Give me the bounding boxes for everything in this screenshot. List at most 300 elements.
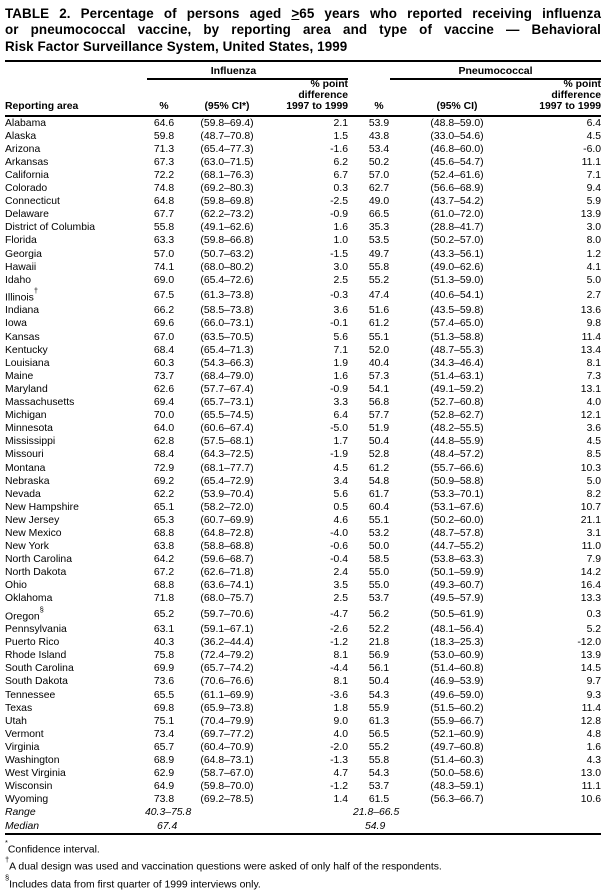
pneumococcal-percent-cell: 58.5 (368, 554, 390, 566)
pneumococcal-ci-cell: (56.6–68.9) (430, 183, 484, 195)
influenza-percent-cell: 65.2 (153, 608, 175, 620)
pneumococcal-ci-cell: (50.1–59.9) (430, 567, 484, 579)
reporting-area-cell (5, 636, 145, 649)
influenza-ci-cell: (58.8–68.8) (200, 541, 254, 553)
table-row (5, 675, 601, 688)
pneumococcal-ci-cell: (56.3–66.7) (430, 794, 484, 806)
influenza-diff-cell: 6.4 (333, 410, 348, 422)
table-title-line2: or pneumococcal vaccine, by reporting area and type of vaccine — Behavioral (5, 22, 601, 38)
reporting-area-cell (5, 409, 145, 422)
reporting-area-cell (5, 553, 145, 566)
influenza-percent-cell: 64.2 (153, 554, 175, 566)
reporting-area-label: Massachusetts (5, 397, 75, 409)
influenza-ci-cell: (65.4–77.3) (200, 143, 254, 155)
pneumococcal-percent-cell: 50.4 (368, 436, 390, 448)
reporting-area-label: Indiana (5, 305, 40, 317)
reporting-area-cell (5, 344, 145, 357)
reporting-area-cell (5, 675, 145, 688)
table-row (5, 370, 601, 383)
pneumococcal-diff-cell: 11.0 (581, 541, 602, 553)
pneumococcal-diff-cell: 3.1 (586, 527, 602, 539)
table-row (5, 435, 601, 448)
reporting-area-cell (5, 715, 145, 728)
influenza-percent-cell: 74.1 (153, 261, 175, 273)
influenza-ci-cell: (57.7–67.4) (200, 383, 254, 395)
reporting-area-label: Delaware (5, 209, 49, 221)
pneumococcal-percent-cell: 57.3 (368, 370, 390, 382)
influenza-percent-cell: 64.8 (153, 196, 175, 208)
pneumococcal-percent-cell: 55.1 (368, 514, 390, 526)
column-header-influenza-percent: % (145, 80, 183, 115)
pneumococcal-ci-cell: (52.7–60.8) (430, 397, 484, 409)
influenza-percent-cell: 73.8 (153, 794, 175, 806)
reporting-area-cell (5, 689, 145, 702)
influenza-percent-cell: 62.2 (153, 488, 175, 500)
influenza-ci-cell: (62.2–73.2) (200, 209, 254, 221)
influenza-summary-value: 67.4 (145, 820, 348, 834)
greater-equal-symbol: > (291, 6, 300, 21)
table-row (5, 221, 601, 234)
table-row (5, 649, 601, 662)
influenza-diff-cell: 1.5 (333, 130, 348, 142)
influenza-percent-cell: 70.0 (153, 410, 175, 422)
reporting-area-cell (5, 448, 145, 461)
diff-header-line: % point (563, 79, 602, 91)
reporting-area-cell (5, 462, 145, 475)
influenza-ci-cell: (59.8–66.8) (200, 235, 254, 247)
table-row (5, 793, 601, 806)
influenza-ci-cell: (58.2–72.0) (200, 501, 254, 513)
pneumococcal-ci-cell: (51.5–60.2) (430, 702, 484, 714)
table-title-line3: Risk Factor Surveillance System, United States, 1999 (5, 38, 348, 54)
reporting-area-cell (5, 767, 145, 780)
pneumococcal-diff-cell: 3.0 (586, 222, 602, 234)
reporting-area-label: Montana (5, 462, 46, 474)
pneumococcal-ci-cell: (55.9–66.7) (430, 715, 484, 727)
pneumococcal-ci-cell: (28.8–41.7) (430, 222, 484, 234)
influenza-summary-value: 40.3–75.8 (145, 807, 192, 819)
reporting-area-cell (5, 702, 145, 715)
pneumococcal-percent-cell: 55.0 (368, 567, 390, 579)
reporting-area-label: Tennessee (5, 689, 56, 701)
table-row (5, 261, 601, 274)
reporting-area-label: Michigan (5, 410, 47, 422)
influenza-ci-cell: (59.7–70.6) (200, 608, 254, 620)
pneumococcal-diff-cell: 11.1 (581, 156, 602, 168)
influenza-ci-cell: (49.1–62.6) (200, 222, 254, 234)
pneumococcal-ci-cell: (57.4–65.0) (430, 318, 484, 330)
influenza-percent-cell: 68.4 (153, 344, 175, 356)
footnote (5, 839, 601, 856)
pneumococcal-diff-cell: 14.5 (580, 663, 602, 675)
table-row (5, 475, 601, 488)
table-row (5, 383, 601, 396)
reporting-area-label: Nevada (5, 488, 41, 500)
pneumococcal-percent-cell: 55.2 (368, 741, 390, 753)
reporting-area-cell (5, 741, 145, 754)
pneumococcal-summary-value: 54.9 (348, 820, 601, 834)
influenza-percent-cell: 64.9 (153, 781, 175, 793)
reporting-area-cell (5, 649, 145, 662)
column-header-pneumococcal-diff (504, 80, 601, 115)
reporting-area-label: Idaho (5, 274, 32, 286)
influenza-diff-cell: 1.6 (333, 222, 348, 234)
pneumococcal-percent-cell: 53.4 (368, 143, 390, 155)
influenza-percent-cell: 64.0 (153, 423, 175, 435)
reporting-area-label: District of Columbia (5, 222, 96, 234)
reporting-area-label: Colorado (5, 183, 48, 195)
reporting-area-cell (5, 606, 145, 624)
influenza-diff-cell: 8.1 (333, 676, 348, 688)
pneumococcal-diff-cell: 9.8 (586, 318, 602, 330)
pneumococcal-percent-cell: 51.6 (368, 305, 390, 317)
influenza-ci-cell: (60.4–70.9) (200, 741, 254, 753)
reporting-area-label: Oklahoma (5, 593, 53, 605)
pneumococcal-diff-cell: 1.6 (586, 741, 602, 753)
reporting-area-label: New Hampshire (5, 501, 79, 513)
footnote-text: Includes data from first quarter of 1999 interviews only. (9, 879, 261, 891)
reporting-area-label: Iowa (5, 318, 27, 330)
table-row (5, 274, 601, 287)
footnote (5, 856, 601, 873)
table-row (5, 448, 601, 461)
influenza-diff-cell: -5.0 (330, 423, 348, 435)
influenza-percent-cell: 65.7 (153, 741, 175, 753)
table-row (5, 540, 601, 553)
influenza-diff-cell: 4.6 (333, 514, 348, 526)
pneumococcal-percent-cell: 61.7 (368, 488, 390, 500)
pneumococcal-diff-cell: 13.3 (580, 593, 602, 605)
footnote-marker: † (33, 285, 39, 295)
pneumococcal-percent-cell: 57.7 (368, 410, 390, 422)
median-row (5, 820, 601, 834)
pneumococcal-percent-cell: 55.1 (368, 331, 390, 343)
footnote-marker: † (5, 855, 10, 865)
reporting-area-label: Puerto Rico (5, 637, 60, 649)
influenza-diff-cell: -1.3 (330, 755, 348, 767)
influenza-percent-cell: 73.4 (153, 728, 175, 740)
reporting-area-cell (5, 195, 145, 208)
influenza-diff-cell: 3.5 (333, 580, 348, 592)
influenza-percent-cell: 67.3 (153, 156, 175, 168)
diff-header-line: difference (551, 90, 602, 102)
diff-header-line: difference (298, 90, 348, 102)
pneumococcal-ci-cell: (49.5–57.9) (430, 593, 484, 605)
footnote-marker: * (5, 837, 8, 847)
pneumococcal-percent-cell: 40.4 (368, 357, 390, 369)
influenza-ci-cell: (68.0–75.7) (200, 593, 254, 605)
table-title-line1 (5, 6, 601, 22)
column-header-influenza-diff (271, 80, 348, 115)
influenza-diff-cell: 4.0 (333, 728, 348, 740)
pneumococcal-diff-cell: 8.1 (586, 357, 602, 369)
pneumococcal-diff-cell: 9.3 (586, 689, 602, 701)
pneumococcal-percent-cell: 51.9 (368, 423, 390, 435)
pneumococcal-diff-cell: 1.2 (586, 248, 602, 260)
influenza-percent-cell: 69.9 (153, 663, 175, 675)
pneumococcal-diff-cell: 12.8 (580, 715, 602, 727)
pneumococcal-diff-cell: 9.7 (586, 676, 602, 688)
table-row (5, 501, 601, 514)
reporting-area-cell (5, 287, 145, 305)
reporting-area-cell (5, 208, 145, 221)
influenza-ci-cell: (65.4–72.9) (200, 475, 254, 487)
reporting-area-label: South Dakota (5, 676, 68, 688)
pneumococcal-ci-cell: (51.4–63.1) (430, 370, 484, 382)
table-row (5, 169, 601, 182)
influenza-ci-cell: (68.0–80.2) (200, 261, 254, 273)
table-row (5, 409, 601, 422)
table-row (5, 488, 601, 501)
pneumococcal-ci-cell: (52.8–62.7) (430, 410, 484, 422)
reporting-area-label: Illinois (5, 292, 34, 304)
influenza-diff-cell: -2.6 (330, 624, 348, 636)
pneumococcal-summary-value: 21.8–66.5 (353, 807, 400, 819)
influenza-diff-cell: -3.6 (330, 689, 348, 701)
reporting-area-cell (5, 488, 145, 501)
pneumococcal-diff-cell: 2.7 (586, 290, 602, 302)
pneumococcal-diff-cell: 7.9 (586, 554, 602, 566)
table-row (5, 689, 601, 702)
influenza-ci-cell: (59.8–69.8) (200, 196, 254, 208)
influenza-ci-cell: (58.5–73.8) (200, 305, 254, 317)
reporting-area-label: Kansas (5, 331, 40, 343)
pneumococcal-ci-cell: (50.2–57.0) (430, 235, 484, 247)
table-row (5, 344, 601, 357)
pneumococcal-diff-cell: 14.2 (580, 567, 602, 579)
influenza-percent-cell: 69.8 (153, 702, 175, 714)
footnote-marker: § (5, 872, 10, 882)
pneumococcal-diff-cell: 13.0 (580, 768, 602, 780)
pneumococcal-ci-cell: (43.3–56.1) (430, 248, 484, 260)
influenza-ci-cell: (68.4–79.0) (200, 370, 254, 382)
pneumococcal-percent-cell: 56.1 (368, 663, 390, 675)
influenza-diff-cell: 2.5 (333, 593, 348, 605)
reporting-area-cell (5, 116, 145, 130)
table-row (5, 662, 601, 675)
pneumococcal-diff-cell: 10.7 (580, 501, 602, 513)
influenza-percent-cell: 64.6 (153, 117, 175, 129)
pneumococcal-ci-cell: (46.8–60.0) (430, 143, 484, 155)
pneumococcal-ci-cell: (51.3–59.0) (430, 274, 484, 286)
influenza-percent-cell: 65.3 (153, 514, 175, 526)
pneumococcal-ci-cell: (50.0–58.6) (430, 768, 484, 780)
influenza-percent-cell: 75.1 (153, 715, 175, 727)
reporting-area-cell (5, 261, 145, 274)
pneumococcal-ci-cell: (53.8–63.3) (430, 554, 484, 566)
influenza-diff-cell: 2.1 (333, 117, 348, 129)
influenza-diff-cell: -0.6 (330, 541, 348, 553)
footnote-text: Confidence interval. (7, 844, 100, 856)
influenza-ci-cell: (69.2–78.5) (200, 794, 254, 806)
reporting-area-cell (5, 234, 145, 247)
pneumococcal-diff-cell: 4.8 (586, 728, 602, 740)
influenza-diff-cell: 2.4 (333, 567, 348, 579)
pneumococcal-diff-cell: 4.5 (586, 436, 602, 448)
reporting-area-label: Hawaii (5, 261, 37, 273)
pneumococcal-percent-cell: 57.0 (368, 169, 390, 181)
pneumococcal-ci-cell: (52.1–60.9) (430, 728, 484, 740)
table-title (5, 6, 601, 55)
column-header-pneumococcal-ci: (95% CI) (410, 80, 504, 115)
influenza-ci-cell: (70.6–76.6) (200, 676, 254, 688)
reporting-area-cell (5, 566, 145, 579)
pneumococcal-percent-cell: 52.8 (368, 449, 390, 461)
influenza-ci-cell: (65.7–73.1) (200, 397, 254, 409)
influenza-percent-cell: 55.8 (153, 222, 175, 234)
pneumococcal-percent-cell: 54.3 (368, 768, 390, 780)
pneumococcal-percent-cell: 56.9 (368, 650, 390, 662)
influenza-percent-cell: 68.9 (153, 755, 175, 767)
influenza-percent-cell: 69.0 (153, 274, 175, 286)
pneumococcal-diff-cell: 13.4 (580, 344, 602, 356)
influenza-percent-cell: 60.3 (153, 357, 175, 369)
reporting-area-cell (5, 169, 145, 182)
summary-label-cell: Range (5, 807, 36, 819)
influenza-diff-cell: 0.3 (333, 183, 348, 195)
reporting-area-label: North Dakota (5, 567, 67, 579)
pneumococcal-percent-cell: 53.7 (368, 781, 390, 793)
influenza-percent-cell: 65.5 (153, 689, 175, 701)
table-row (5, 208, 601, 221)
influenza-diff-cell: -1.9 (330, 449, 348, 461)
pneumococcal-ci-cell: (49.3–60.7) (430, 580, 484, 592)
reporting-area-label: Pennsylvania (5, 624, 67, 636)
pneumococcal-percent-cell: 53.2 (368, 527, 390, 539)
column-header-pneumococcal-percent: % (348, 80, 410, 115)
reporting-area-label: Oregon (5, 611, 40, 623)
pneumococcal-percent-cell: 60.4 (368, 501, 390, 513)
table-row (5, 156, 601, 169)
influenza-diff-cell: -4.7 (330, 608, 348, 620)
reporting-area-label: California (5, 169, 49, 181)
influenza-ci-cell: (68.1–77.7) (200, 462, 254, 474)
table-row (5, 248, 601, 261)
reporting-area-label: Arizona (5, 143, 41, 155)
influenza-diff-cell: -1.6 (330, 143, 348, 155)
pneumococcal-diff-cell: 7.3 (586, 370, 602, 382)
influenza-ci-cell: (65.5–74.5) (200, 410, 254, 422)
influenza-diff-cell: 1.6 (333, 370, 348, 382)
pneumococcal-diff-cell: 5.0 (586, 274, 602, 286)
influenza-percent-cell: 63.1 (153, 624, 175, 636)
reporting-area-label: Texas (5, 702, 33, 714)
influenza-ci-cell: (63.6–74.1) (200, 580, 254, 592)
reporting-area-cell (5, 221, 145, 234)
reporting-area-cell (5, 623, 145, 636)
reporting-area-label: Wisconsin (5, 781, 53, 793)
pneumococcal-percent-cell: 21.8 (368, 637, 390, 649)
pneumococcal-diff-cell: 8.0 (586, 235, 602, 247)
reporting-area-label: Maine (5, 370, 34, 382)
influenza-ci-cell: (53.9–70.4) (200, 488, 254, 500)
influenza-diff-cell: 2.5 (333, 274, 348, 286)
pneumococcal-ci-cell: (34.3–46.4) (430, 357, 484, 369)
pneumococcal-ci-cell: (49.7–60.8) (430, 741, 484, 753)
pneumococcal-percent-cell: 50.2 (368, 156, 390, 168)
pneumococcal-percent-cell: 55.8 (368, 261, 390, 273)
pneumococcal-ci-cell: (50.5–61.9) (430, 608, 484, 620)
pneumococcal-ci-cell: (51.4–60.3) (430, 755, 484, 767)
influenza-percent-cell: 68.4 (153, 449, 175, 461)
pneumococcal-ci-cell: (49.6–59.0) (430, 689, 484, 701)
influenza-diff-cell: 1.8 (333, 702, 348, 714)
table-row (5, 741, 601, 754)
pneumococcal-percent-cell: 56.5 (368, 728, 390, 740)
influenza-percent-cell: 62.9 (153, 768, 175, 780)
pneumococcal-group-header (348, 62, 601, 80)
influenza-diff-cell: -1.5 (330, 248, 348, 260)
influenza-diff-cell: -0.3 (330, 290, 348, 302)
influenza-group-label: Influenza (147, 65, 348, 80)
pneumococcal-diff-cell: 13.1 (580, 383, 602, 395)
pneumococcal-diff-cell: 5.0 (586, 475, 602, 487)
pneumococcal-ci-cell: (48.3–59.1) (430, 781, 484, 793)
influenza-diff-cell: 8.1 (333, 650, 348, 662)
pneumococcal-percent-cell: 52.2 (368, 624, 390, 636)
reporting-area-label: Arkansas (5, 156, 49, 168)
influenza-ci-cell: (63.0–71.5) (200, 156, 254, 168)
influenza-diff-cell: 1.4 (333, 794, 348, 806)
pneumococcal-diff-cell: 3.6 (586, 423, 602, 435)
reporting-area-cell (5, 592, 145, 605)
pneumococcal-diff-cell: 4.5 (586, 130, 602, 142)
influenza-ci-cell: (65.9–73.8) (200, 702, 254, 714)
influenza-percent-cell: 73.6 (153, 676, 175, 688)
pneumococcal-percent-cell: 61.2 (368, 462, 390, 474)
table-row (5, 143, 601, 156)
pneumococcal-ci-cell: (53.3–70.1) (430, 488, 484, 500)
column-header-influenza-ci: (95% CI*) (183, 80, 271, 115)
influenza-diff-cell: 6.7 (333, 169, 348, 181)
reporting-area-cell (5, 780, 145, 793)
footnotes (5, 839, 601, 891)
reporting-area-cell (5, 357, 145, 370)
pneumococcal-diff-cell: 13.9 (580, 650, 602, 662)
influenza-diff-cell: 4.5 (333, 462, 348, 474)
influenza-ci-cell: (58.7–67.0) (200, 768, 254, 780)
influenza-ci-cell: (62.6–71.8) (200, 567, 254, 579)
pneumococcal-ci-cell: (43.5–59.8) (430, 305, 484, 317)
reporting-area-label: West Virginia (5, 768, 66, 780)
table-row (5, 422, 601, 435)
influenza-ci-cell: (65.4–71.3) (200, 344, 254, 356)
pneumococcal-ci-cell: (61.0–72.0) (430, 209, 484, 221)
reporting-area-cell (5, 728, 145, 741)
diff-header-line: % point (310, 79, 348, 91)
pneumococcal-diff-cell: 4.1 (586, 261, 602, 273)
table-row (5, 514, 601, 527)
pneumococcal-percent-cell: 54.3 (368, 689, 390, 701)
pneumococcal-diff-cell: 6.4 (586, 117, 602, 129)
influenza-percent-cell: 66.2 (153, 305, 175, 317)
table-row (5, 182, 601, 195)
influenza-diff-cell: 1.9 (333, 357, 348, 369)
influenza-ci-cell: (63.5–70.5) (200, 331, 254, 343)
pneumococcal-percent-cell: 55.2 (368, 274, 390, 286)
table-row (5, 331, 601, 344)
influenza-percent-cell: 40.3 (153, 637, 175, 649)
influenza-percent-cell: 75.8 (153, 650, 175, 662)
influenza-percent-cell: 62.6 (153, 383, 175, 395)
influenza-percent-cell: 69.2 (153, 475, 175, 487)
influenza-percent-cell: 62.8 (153, 436, 175, 448)
pneumococcal-diff-cell: 11.4 (581, 331, 602, 343)
pneumococcal-ci-cell: (48.7–55.3) (430, 344, 484, 356)
influenza-percent-cell: 63.3 (153, 235, 175, 247)
pneumococcal-percent-cell: 47.4 (368, 290, 390, 302)
pneumococcal-ci-cell: (44.7–55.2) (430, 541, 484, 553)
